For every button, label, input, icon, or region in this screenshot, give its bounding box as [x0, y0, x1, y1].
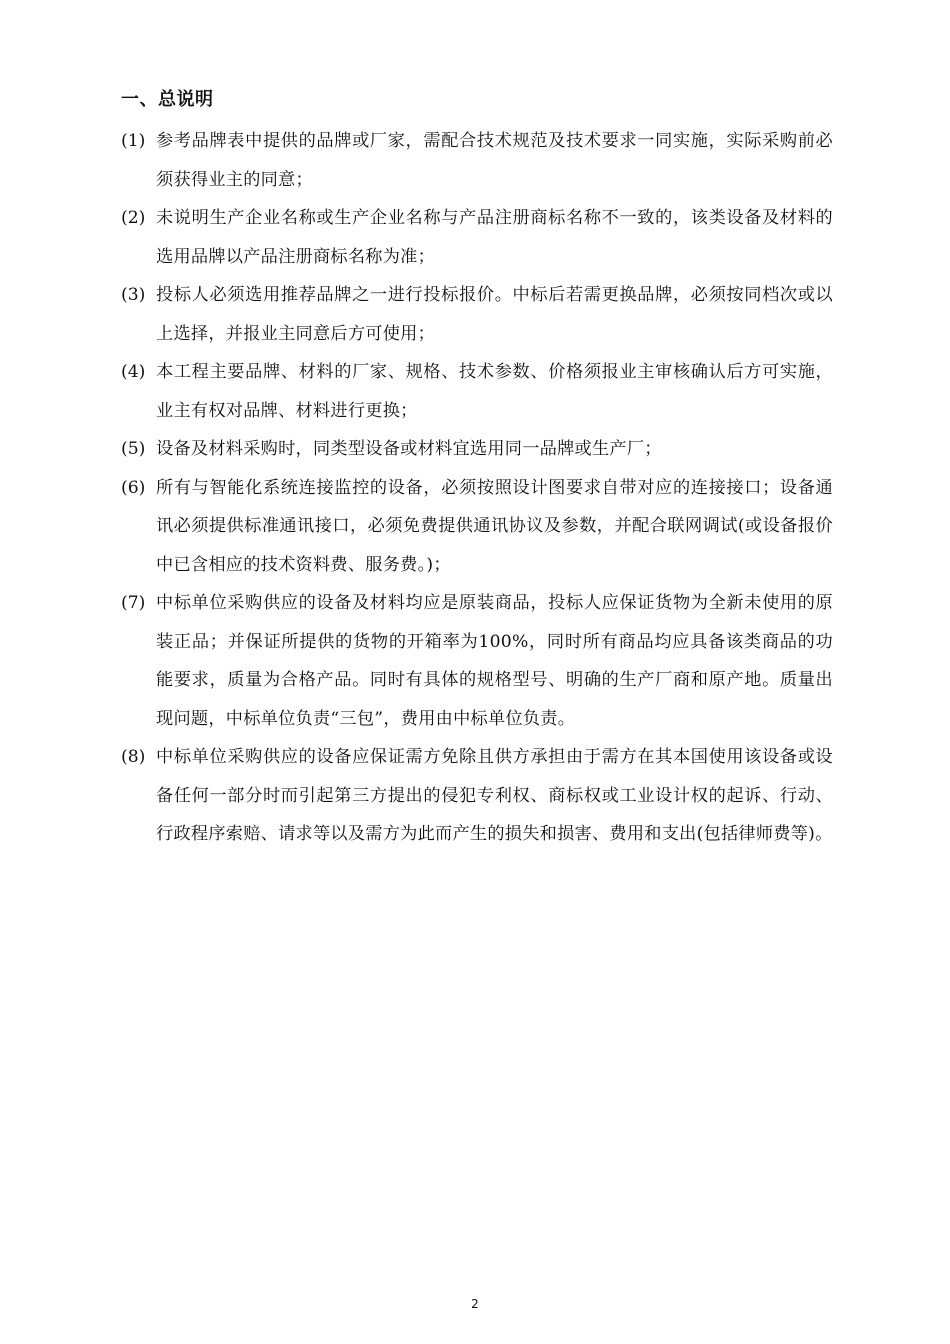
- clause-item: [121, 276, 833, 353]
- clause-list: [121, 122, 833, 854]
- clause-text: 所有与智能化系统连接监控的设备，必须按照设计图要求自带对应的连接接口；设备通讯必须提供标准通讯接口，必须免费提供通讯协议及参数，并配合联网调试(或设备报价中已含相应的技术资料费、服务费。)；: [156, 477, 833, 575]
- clause-item: [121, 122, 833, 199]
- section-heading: 一、总说明: [121, 89, 214, 110]
- clause-number: (7): [121, 593, 146, 613]
- page-number: 2: [471, 1297, 479, 1311]
- clause-text: 未说明生产企业名称或生产企业名称与产品注册商标名称不一致的，该类设备及材料的选用品牌以产品注册商标名称为准；: [156, 208, 833, 267]
- clause-text: 投标人必须选用推荐品牌之一进行投标报价。中标后若需更换品牌，必须按同档次或以上选择，并报业主同意后方可使用；: [156, 285, 833, 344]
- clause-number: (8): [121, 747, 146, 767]
- clause-number: (4): [121, 362, 146, 382]
- clause-item: [121, 469, 833, 585]
- clause-text: 设备及材料采购时，同类型设备或材料宜选用同一品牌或生产厂；: [156, 439, 662, 459]
- clause-number: (6): [121, 477, 146, 498]
- clause-text: 中标单位采购供应的设备应保证需方免除且供方承担由于需方在其本国使用该设备或设备任何一部分时而引起第三方提出的侵犯专利权、商标权或工业设计权的起诉、行动、行政程序索赔、请求等以及需方为此而产生的损失和损害、费用和支出(包括律师费等)。: [156, 747, 833, 844]
- clause-number: (1): [121, 131, 146, 151]
- clause-text: 中标单位采购供应的设备及材料均应是原装商品，投标人应保证货物为全新未使用的原装正品；并保证所提供的货物的开箱率为100%，同时所有商品均应具备该类商品的功能要求，质量为合格产品。同时有具体的规格型号、明确的生产厂商和原产地。质量出现问题，中标单位负责“三包”，费用由中标单位负责。: [156, 593, 833, 729]
- clause-item: [121, 199, 833, 276]
- clause-item: [121, 353, 833, 430]
- clause-item: [121, 430, 833, 469]
- clause-text: 参考品牌表中提供的品牌或厂家，需配合技术规范及技术要求一同实施，实际采购前必须获得业主的同意；: [156, 131, 833, 190]
- clause-item: [121, 738, 833, 854]
- clause-number: (5): [121, 439, 146, 459]
- clause-number: (3): [121, 285, 146, 305]
- clause-number: (2): [121, 208, 146, 228]
- clause-text: 本工程主要品牌、材料的厂家、规格、技术参数、价格须报业主审核确认后方可实施，业主有权对品牌、材料进行更换；: [156, 362, 833, 421]
- clause-item: [121, 584, 833, 738]
